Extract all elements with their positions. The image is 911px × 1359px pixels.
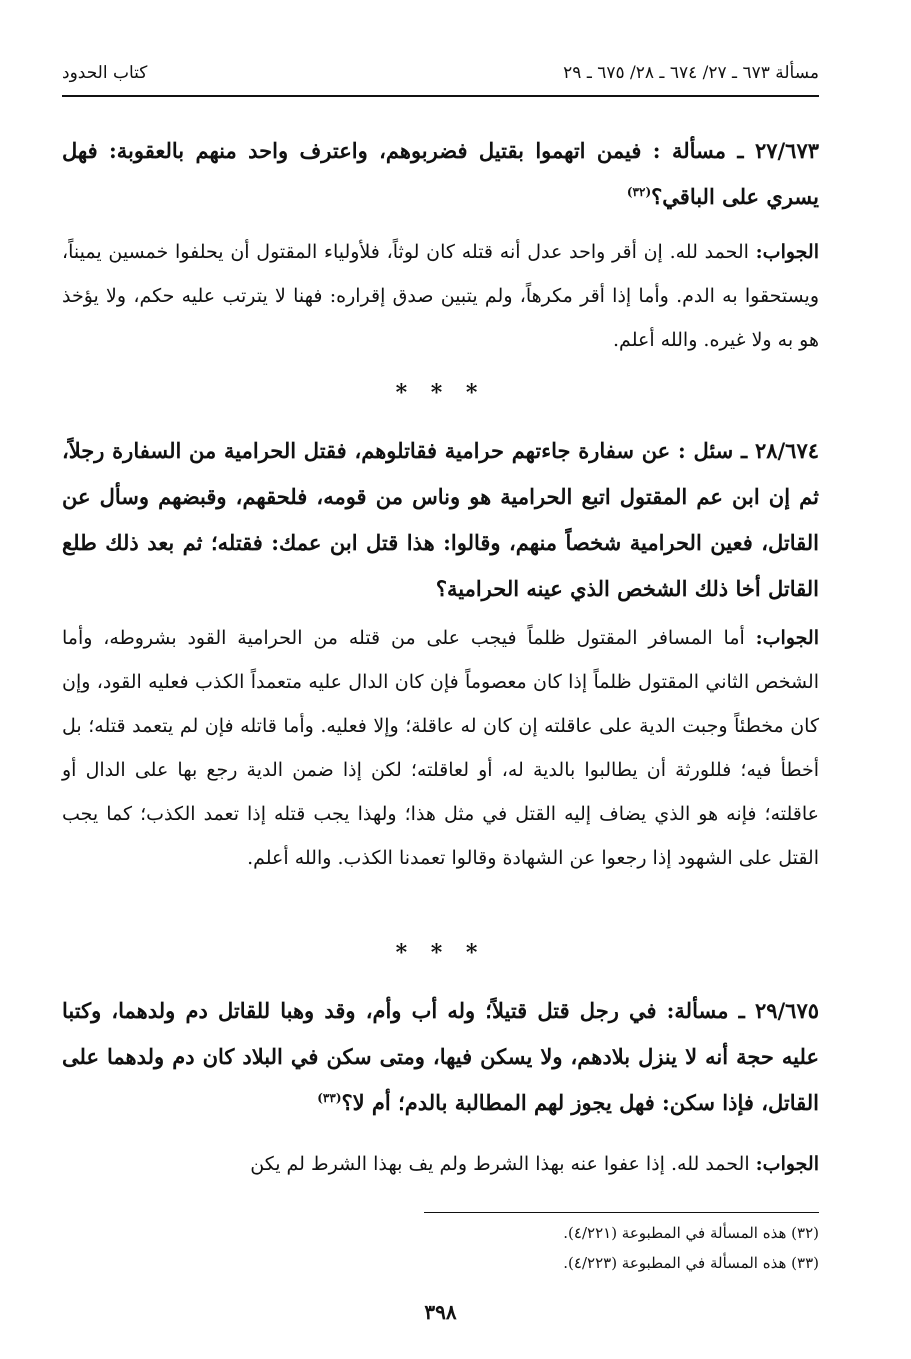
answer-text: أما المسافر المقتول ظلماً فيجب على من قتله من الحرامية القود بشروطه، وأما الشخص الثاني المقتول ظلماً إذا كان معصوماً فإن كان الدال عليه متعمداً الكذب فعليه القود، وإن كان مخطئاً وجبت الدية على عاقلته إن كان له عاقلة؛ وإلا فعليه. وأما قاتله فإن لم يتعمد قتله؛ بل أخطأ فيه؛ فللورثة أن يطالبوا بالدية له، أو لعاقلته؛ لكن إذا ضمن الدية رجع بها على الدال أو عاقلته؛ فإنه هو الذي يضاف إليه القتل في مثل هذا؛ ولهذا يجب قتله إذا تعمد الكذب؛ كما يجب القتل على الشهود إذا رجعوا عن الشهادة وقالوا تعمدنا الكذب. والله أعلم. xyxy=(62,627,819,869)
running-head-book-title: كتاب الحدود xyxy=(62,63,148,83)
question-text: ـ سئل : عن سفارة جاءتهم حرامية فقاتلوهم، فقتل الحرامية من السفارة رجلاً، ثم إن ابن عم المقتول اتبع الحرامية هو وناس من قومه، فلحقهم، وقبضهم وسأل عن القاتل، فعين الحرامية شخصاً منهم، وقالوا: هذا قتل ابن عمك: فقتله؛ ثم بعد ذلك طلع القاتل أخا ذلك الشخص الذي عينه الحرامية؟ xyxy=(62,438,819,601)
header-rule xyxy=(62,95,819,97)
answer-label: الجواب: xyxy=(755,627,819,649)
answer-673 xyxy=(62,230,819,362)
answer-label: الجواب: xyxy=(755,241,819,263)
answer-675 xyxy=(62,1142,819,1186)
question-674 xyxy=(62,428,819,612)
footnote-32: (٣٢) هذه المسألة في المطبوعة (٤/٢٢١). xyxy=(563,1224,819,1242)
question-text: ـ مسألة: في رجل قتل قتيلاً؛ وله أب وأم، وقد وهبا للقاتل دم ولدهما، وكتبا عليه حجة أنه لا ينزل بلادهم، ولا يسكن فيها، ومتى سكن في البلاد كان دم ولدهما على القاتل، فإذا سكن: فهل يجوز لهم المطالبة بالدم؛ أم لا؟ xyxy=(62,998,819,1115)
footnote-rule xyxy=(424,1212,819,1213)
section-separator: * * * xyxy=(395,940,486,966)
question-text: ـ مسألة : فيمن اتهموا بقتيل فضربوهم، واعترف واحد منهم بالعقوبة: فهل يسري على الباقي؟ xyxy=(62,138,819,209)
book-page xyxy=(62,0,819,1359)
footnote-33: (٣٣) هذه المسألة في المطبوعة (٤/٢٢٣). xyxy=(563,1254,819,1272)
question-number: ٢٩/٦٧٥ xyxy=(754,998,820,1023)
answer-text: الحمد لله. إن أقر واحد عدل أنه قتله كان لوثاً، فلأولياء المقتول أن يحلفوا خمسين يميناً، ويستحقوا به الدم. وأما إذا أقر مكرهاً، ولم يتبين صدق إقراره: فهنا لا يترتب عليه حكم، ولا يؤخذ هو به ولا غيره. والله أعلم. xyxy=(62,241,819,351)
running-head-issue-numbers: مسألة ٦٧٣ ـ ٢٧/ ٦٧٤ ـ ٢٨/ ٦٧٥ ـ ٢٩ xyxy=(563,63,819,83)
running-head xyxy=(62,62,819,84)
question-number: ٢٨/٦٧٤ xyxy=(754,438,820,463)
footnote-ref[interactable]: (٣٢) xyxy=(626,185,652,199)
answer-674 xyxy=(62,616,819,880)
page-number: ٣٩٨ xyxy=(424,1300,457,1324)
question-675 xyxy=(62,988,819,1126)
footnotes xyxy=(62,1218,819,1278)
section-separator: * * * xyxy=(395,380,486,406)
answer-text: الحمد لله. إذا عفوا عنه بهذا الشرط ولم يف بهذا الشرط لم يكن xyxy=(250,1153,750,1175)
answer-label: الجواب: xyxy=(755,1153,819,1175)
footnote-ref[interactable]: (٣٣) xyxy=(317,1091,342,1105)
question-number: ٢٧/٦٧٣ xyxy=(754,138,820,163)
question-673 xyxy=(62,128,819,220)
